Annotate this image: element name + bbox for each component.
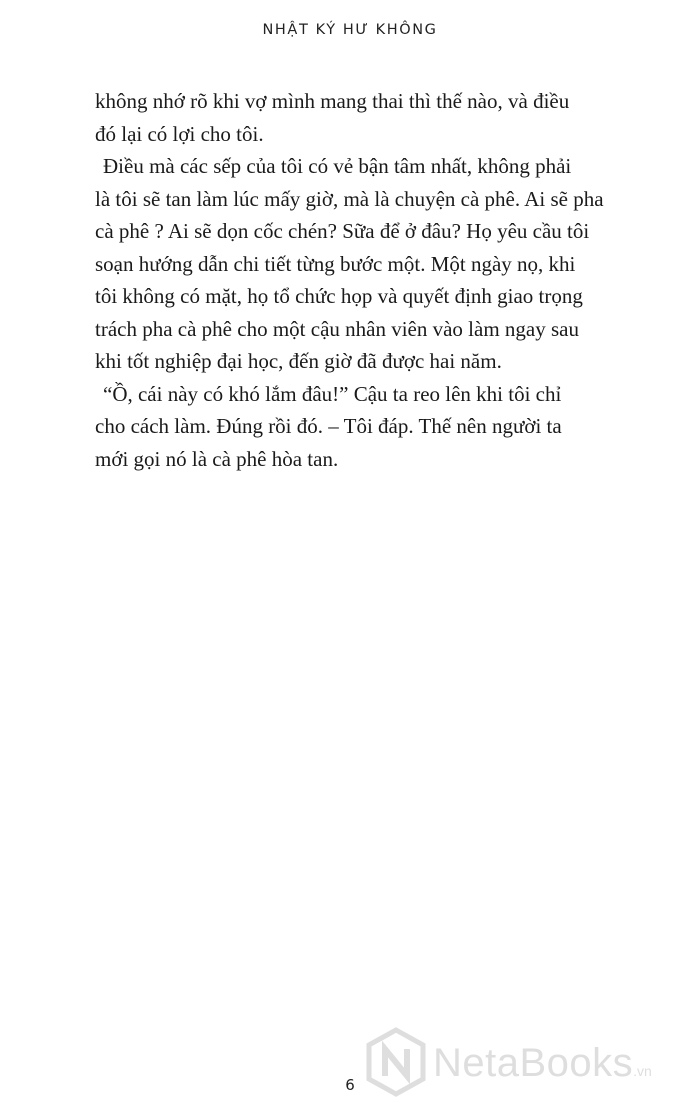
text-line: cà phê ? Ai sẽ dọn cốc chén? Sữa để ở đâu? Họ yêu cầu tôi	[95, 219, 590, 243]
text-line: mới gọi nó là cà phê hòa tan.	[95, 446, 339, 471]
text-line: “Ồ, cái này có khó lắm đâu!” Cậu ta reo lên khi tôi chỉ	[103, 381, 562, 406]
text-line: trách pha cà phê cho một cậu nhân viên vào làm ngay sau	[95, 316, 579, 341]
text-line: đó lại có lợi cho tôi.	[95, 121, 264, 146]
watermark-text	[433, 1041, 652, 1086]
watermark-suffix: .vn	[633, 1063, 652, 1079]
paragraph-2	[95, 150, 615, 378]
text-line: soạn hướng dẫn chi tiết từng bước một. Một ngày nọ, khi	[95, 251, 576, 276]
watermark-brand: NetaBooks	[433, 1041, 634, 1085]
paragraph-1	[95, 85, 615, 150]
text-line: cho cách làm. Đúng rồi đó. – Tôi đáp. Thế nên người ta	[95, 414, 562, 438]
text-line: khi tốt nghiệp đại học, đến giờ đã được hai năm.	[95, 349, 502, 373]
paragraph-3	[95, 378, 615, 476]
page-number: 6	[345, 1076, 355, 1094]
watermark	[365, 1027, 695, 1101]
body-text	[95, 85, 615, 475]
running-header: NHẬT KÝ HƯ KHÔNG	[262, 22, 438, 38]
text-line: Điều mà các sếp của tôi có vẻ bận tâm nhất, không phải	[103, 154, 572, 178]
text-line: tôi không có mặt, họ tổ chức họp và quyết định giao trọng	[95, 284, 583, 308]
text-line: không nhớ rõ khi vợ mình mang thai thì thế nào, và điều	[95, 89, 570, 113]
text-line: là tôi sẽ tan làm lúc mấy giờ, mà là chuyện cà phê. Ai sẽ pha	[95, 186, 604, 211]
